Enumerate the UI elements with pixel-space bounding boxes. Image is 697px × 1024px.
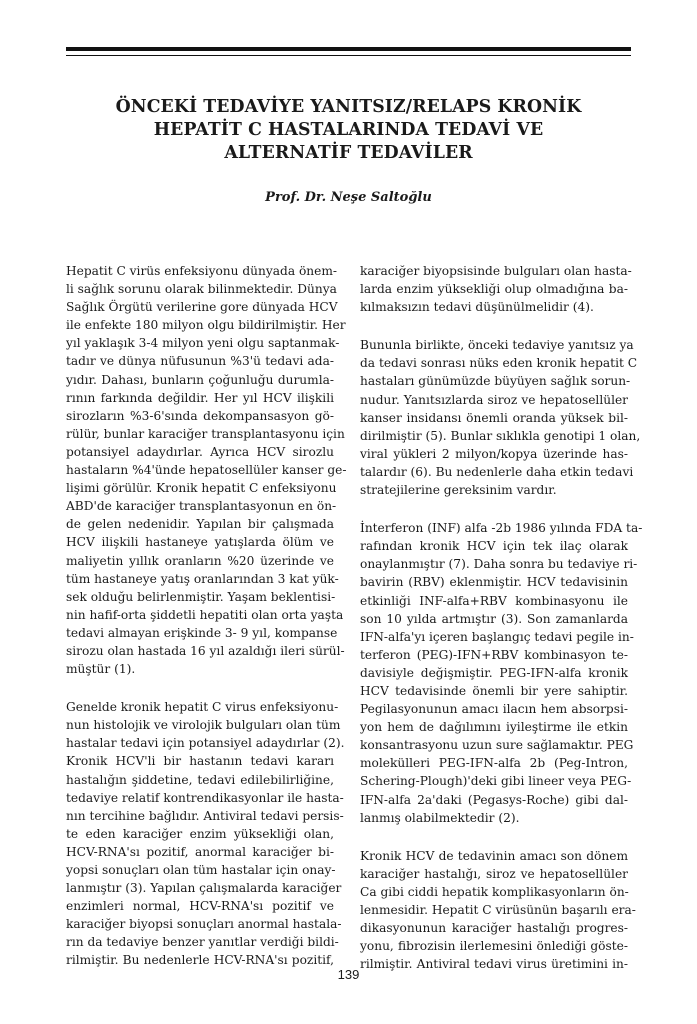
text-line: konsantrasyonu uzun sure sağlamaktır. PEG bbox=[360, 738, 634, 753]
text-line: dirilmiştir (5). Bunlar sıklıkla genotipi 1 olan, bbox=[360, 428, 641, 443]
text-line: kanser insidansı önemli oranda yüksek bil- bbox=[360, 410, 628, 425]
text-line: hastaları günümüzde büyüyen sağlık sorun- bbox=[360, 374, 631, 389]
text-line: nudur. Yanıtsızlarda siroz ve hepatosellüler bbox=[360, 392, 628, 407]
title-line: ÖNCEKİ TEDAVİYE YANITSIZ/RELAPS KRONİK bbox=[115, 97, 582, 117]
author-name: Prof. Dr. Neşe Saltoğlu bbox=[265, 190, 432, 205]
text-line: stratejilerine gereksinim vardır. bbox=[360, 483, 557, 498]
article-title bbox=[66, 96, 631, 165]
paragraph bbox=[66, 262, 347, 678]
right-column bbox=[360, 262, 643, 993]
text-line: onaylanmıştır (7). Daha sonra bu tedaviye ri- bbox=[360, 557, 638, 572]
text-line: Kronik HCV'li bir hastanın tedavi kararı bbox=[66, 754, 334, 769]
text-line: nin hafif-orta şiddetli hepatiti olan orta yaşta bbox=[66, 607, 344, 622]
text-line: karaciğer hastalığı, siroz ve hepatosellüler bbox=[360, 866, 628, 881]
paragraph bbox=[360, 262, 632, 316]
title-line: HEPATİT C HASTALARINDA TEDAVİ VE bbox=[153, 120, 544, 140]
text-line: HCV tedavisinde önemli bir yere sahiptir. bbox=[360, 683, 628, 698]
page-number: 139 bbox=[337, 967, 360, 982]
text-line: ile enfekte 180 milyon olgu bildirilmiştir. Her bbox=[66, 318, 346, 333]
text-line: de gelen nedenidir. Yapılan bir çalışmada bbox=[66, 517, 334, 532]
text-line: yopsi sonuçları olan tüm hastalar için onay- bbox=[66, 863, 336, 877]
text-line: Kronik HCV de tedavinin amacı son dönem bbox=[360, 848, 628, 863]
paragraph bbox=[360, 847, 636, 974]
text-line: ABD'de karaciğer transplantasyonun en ön- bbox=[66, 499, 337, 514]
text-line: te eden karaciğer enzim yüksekliği olan, bbox=[66, 826, 334, 841]
text-line: hastalığın şiddetine, tedavi edilebilirliğine, bbox=[66, 772, 334, 787]
paragraph bbox=[360, 519, 643, 827]
text-line: rilmiştir. Bu nedenlerle HCV-RNA'sı pozitif, bbox=[66, 953, 334, 968]
text-line: davisiyle değişmiştir. PEG-IFN-alfa kronik bbox=[360, 665, 628, 680]
text-line: kılmaksızın tedavi düşünülmelidir (4). bbox=[360, 300, 594, 315]
text-line: talardır (6). Bu nedenlerle daha etkin tedavi bbox=[360, 464, 634, 479]
text-line: enzimleri normal, HCV-RNA'sı pozitif ve bbox=[66, 899, 334, 914]
text-line: sirozların %3-6'sında dekompansasyon gö- bbox=[66, 408, 334, 423]
text-line: dikasyonunun karaciğer hastalığı progres- bbox=[360, 921, 628, 936]
text-line: bavirin (RBV) eklenmiştir. HCV tedavisinin bbox=[360, 575, 628, 590]
text-line: terferon (PEG)-IFN+RBV kombinasyon te- bbox=[360, 647, 628, 662]
header-rule-thin bbox=[66, 55, 631, 56]
text-line: yıl yaklaşık 3-4 milyon yeni olgu saptanmak- bbox=[66, 336, 340, 351]
text-line: IFN-alfa 2a'daki (Pegasys-Roche) gibi dal- bbox=[360, 792, 628, 807]
text-line: etkinliği INF-alfa+RBV kombinasyonu ile bbox=[360, 593, 628, 608]
text-line: rilmiştir. Antiviral tedavi virus üretimini in- bbox=[360, 957, 628, 972]
left-column bbox=[66, 262, 347, 990]
text-line: HCV-RNA'sı pozitif, anormal karaciğer bi- bbox=[66, 844, 334, 859]
header-rule-thick bbox=[66, 47, 631, 51]
text-line: lenmesidir. Hepatit C virüsünün başarılı era- bbox=[360, 903, 636, 917]
text-line: rülür, bunlar karaciğer transplantasyonu için bbox=[66, 426, 345, 441]
text-line: yıdır. Dahası, bunların çoğunluğu durumla- bbox=[66, 372, 334, 387]
text-line: HCV ilişkili hastaneye yatışlarda ölüm ve bbox=[66, 535, 334, 550]
text-line: potansiyel adaydırlar. Ayrıca HCV sirozlu bbox=[66, 444, 334, 459]
text-line: tedavi almayan erişkinde 3- 9 yıl, kompanse bbox=[66, 625, 338, 640]
paragraph bbox=[360, 336, 641, 499]
paragraph bbox=[66, 698, 345, 969]
text-line: da tedavi sonrası nüks eden kronik hepatit C bbox=[360, 356, 638, 371]
text-line: yon hem de dağılımını iyileştirme ile etkin bbox=[360, 720, 628, 735]
text-line: karaciğer biyopsisinde bulguları olan hasta- bbox=[360, 264, 632, 278]
text-line: viral yükleri 2 milyon/kopya üzerinde has- bbox=[360, 446, 628, 461]
text-line: molekülleri PEG-IFN-alfa 2b (Peg-Intron, bbox=[360, 756, 628, 771]
text-line: larda enzim yüksekliği olup olmadığına ba- bbox=[360, 282, 628, 297]
text-line: rın da tedaviye benzer yanıtlar verdiği bildi- bbox=[66, 935, 339, 950]
text-line: rafından kronik HCV için tek ilaç olarak bbox=[360, 539, 628, 554]
text-line: Ca gibi ciddi hepatik komplikasyonların ön- bbox=[360, 884, 629, 899]
text-line: İnterferon (INF) alfa -2b 1986 yılında FDA ta- bbox=[360, 521, 643, 536]
text-line: IFN-alfa'yı içeren başlangıç tedavi pegile in- bbox=[360, 629, 634, 644]
text-line: yonu, fibrozisin ilerlemesini önlediği göste- bbox=[360, 939, 628, 954]
text-line: lanmış olabilmektedir (2). bbox=[360, 810, 520, 825]
text-line: Schering-Plough)'deki gibi lineer veya PEG- bbox=[360, 774, 632, 789]
title-line: ALTERNATİF TEDAVİLER bbox=[224, 143, 473, 163]
text-line: tedaviye relatif kontrendikasyonlar ile hasta- bbox=[66, 790, 344, 805]
text-line: li sağlık sorunu olarak bilinmektedir. Dünya bbox=[66, 282, 337, 297]
text-line: sirozu olan hastada 16 yıl azaldığı ileri sürül- bbox=[66, 643, 345, 658]
text-line: müştür (1). bbox=[66, 662, 136, 677]
text-line: son 10 yılda artmıştır (3). Son zamanlarda bbox=[360, 611, 628, 626]
text-line: Bununla birlikte, önceki tedaviye yanıtsız ya bbox=[360, 338, 634, 353]
text-line: Pegilasyonunun amacı ilacın hem absorpsi- bbox=[360, 702, 628, 717]
text-line: rının farkında değildir. Her yıl HCV ilişkili bbox=[66, 390, 334, 405]
text-line: karaciğer biyopsi sonuçları anormal hastala- bbox=[66, 917, 342, 932]
text-line: maliyetin yıllık oranların %20 üzerinde ve bbox=[66, 553, 334, 568]
text-line: tüm hastaneye yatış oranlarından 3 kat yük- bbox=[66, 571, 339, 586]
text-line: tadır ve dünya nüfusunun %3'ü tedavi ada- bbox=[66, 354, 334, 369]
text-line: Genelde kronik hepatit C virus enfeksiyonu- bbox=[66, 700, 339, 715]
text-line: lişimi görülür. Kronik hepatit C enfeksiyonu bbox=[66, 481, 337, 496]
text-line: hastaların %4'ünde hepatosellüler kanser ge- bbox=[66, 463, 347, 478]
text-line: lanmıştır (3). Yapılan çalışmalarda karaciğer bbox=[66, 881, 342, 896]
text-line: Hepatit C virüs enfeksiyonu dünyada önem- bbox=[66, 264, 338, 278]
text-line: hastalar tedavi için potansiyel adaydırlar (2). bbox=[66, 736, 345, 751]
text-line: nın tercihine bağlıdır. Antiviral tedavi persis- bbox=[66, 808, 344, 823]
text-line: nun histolojik ve virolojik bulguları olan tüm bbox=[66, 718, 341, 733]
text-line: Sağlık Örgütü verilerine gore dünyada HCV bbox=[66, 300, 338, 315]
text-line: sek olduğu belirlenmiştir. Yaşam beklentisi- bbox=[66, 589, 336, 604]
